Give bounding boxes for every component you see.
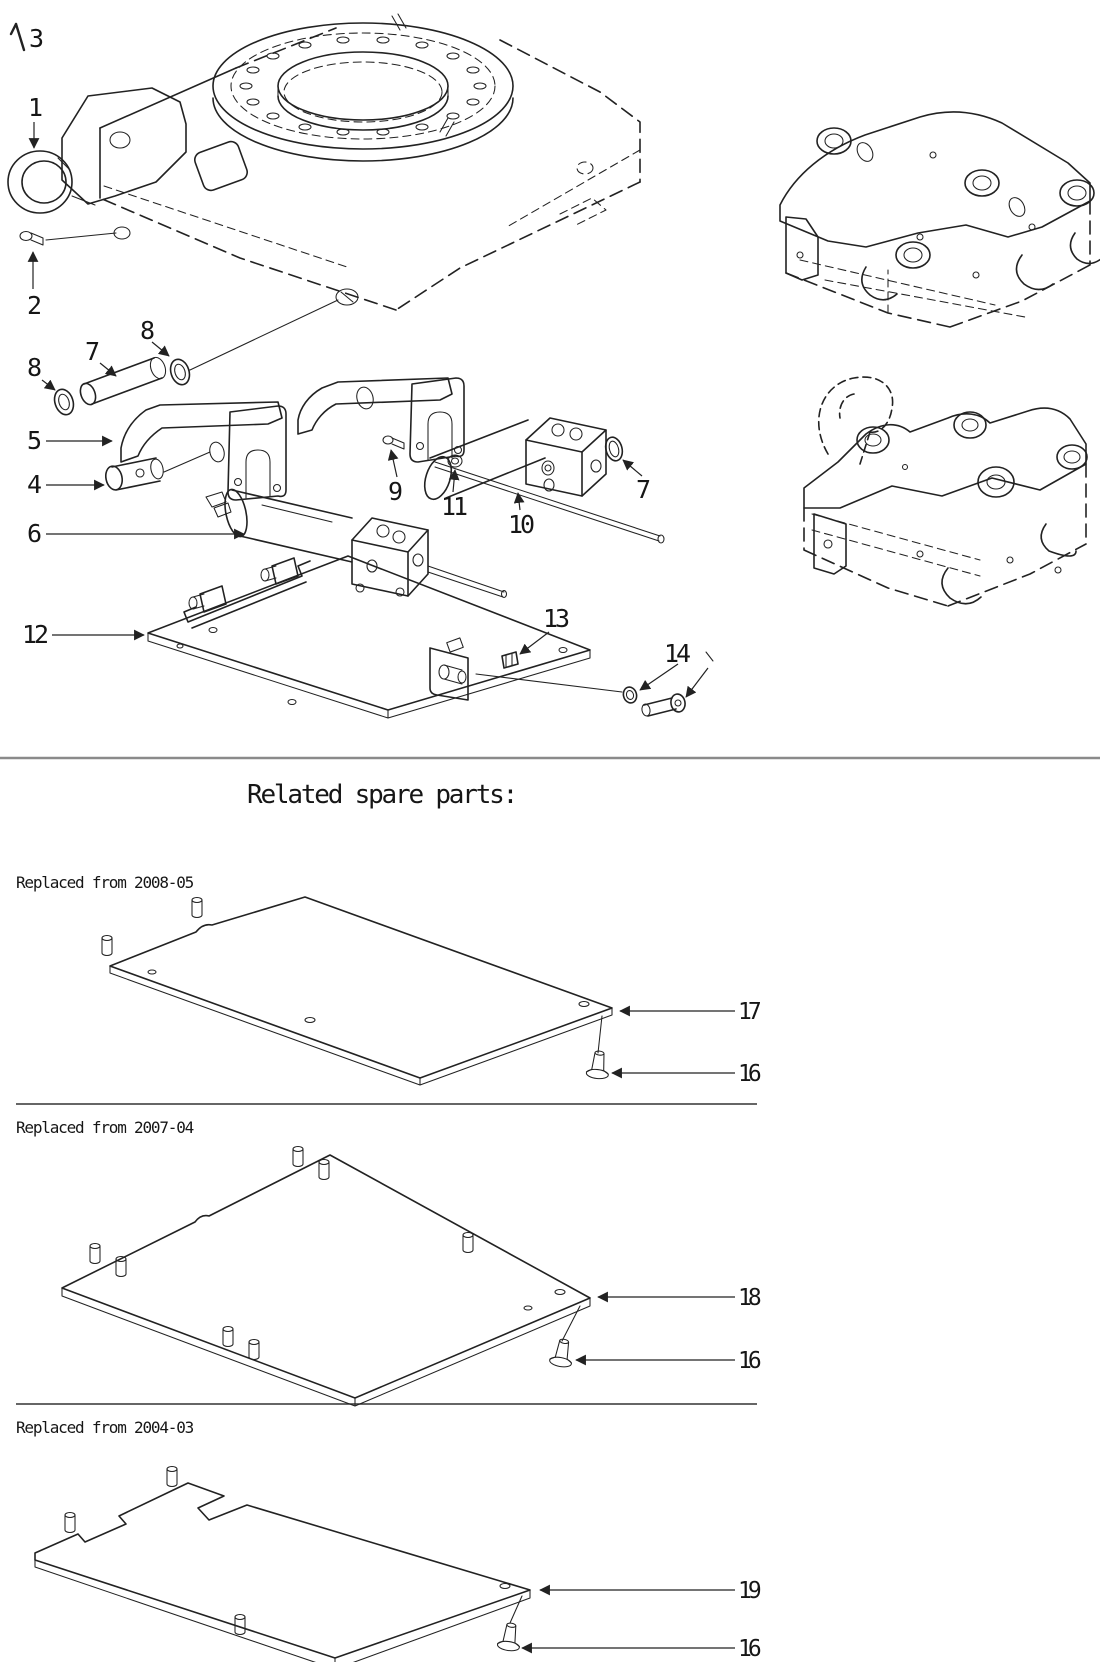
section-3-label: Replaced from 2004-03 xyxy=(16,1418,194,1437)
spare-plate-17 xyxy=(102,897,735,1085)
slewing-ring xyxy=(213,14,513,161)
pin-part-7 xyxy=(78,300,338,407)
section-1-label: Replaced from 2008-05 xyxy=(16,873,194,892)
callout-2: 2 xyxy=(27,291,40,320)
callout-8-lower: 8 xyxy=(27,353,40,382)
o-ring-part-8-upper xyxy=(167,357,192,387)
coupler-iso-view-top xyxy=(780,112,1100,327)
callout-9: 9 xyxy=(388,477,401,506)
guard-part-upper xyxy=(298,378,464,462)
callout-16-3: 16 xyxy=(738,1636,758,1662)
callout-10: 10 xyxy=(508,510,533,539)
section-2-label: Replaced from 2007-04 xyxy=(16,1118,194,1137)
callout-3: 3 xyxy=(29,24,42,53)
pin-part-4 xyxy=(104,452,210,491)
o-ring-part-8-lower xyxy=(51,387,76,417)
related-spare-parts-heading: Related spare parts: xyxy=(247,780,517,810)
callout-12: 12 xyxy=(22,620,47,649)
spare-plate-19 xyxy=(35,1467,735,1662)
coupler-iso-view-bottom xyxy=(804,377,1087,606)
pin-part-3 xyxy=(11,24,24,50)
callout-8-upper: 8 xyxy=(140,316,153,345)
spare-plate-18 xyxy=(62,1147,735,1407)
callout-11: 11 xyxy=(441,492,466,521)
guard-part-5 xyxy=(121,402,286,500)
callout-4: 4 xyxy=(27,470,40,499)
callout-16-1: 16 xyxy=(738,1061,758,1087)
clip-part-13 xyxy=(502,652,518,668)
main-leader-lines xyxy=(33,122,708,697)
callout-14: 14 xyxy=(664,639,689,668)
housing-body xyxy=(62,28,640,310)
protection-plate-part-12 xyxy=(148,556,590,718)
screw-part-2 xyxy=(20,232,116,246)
callout-5: 5 xyxy=(27,426,40,455)
callout-7-right: 7 xyxy=(636,475,649,504)
callout-13: 13 xyxy=(543,604,568,633)
callout-18: 18 xyxy=(738,1285,758,1311)
seal-ring-part-1 xyxy=(8,151,95,213)
callout-16-2: 16 xyxy=(738,1348,758,1374)
callout-17: 17 xyxy=(738,999,758,1025)
callout-6: 6 xyxy=(27,519,40,548)
callout-19: 19 xyxy=(738,1578,758,1604)
callout-7-upper: 7 xyxy=(85,337,98,366)
callout-1: 1 xyxy=(28,93,41,122)
screw-part-9 xyxy=(383,436,404,449)
cylinder-part-10-assembly xyxy=(420,418,664,543)
